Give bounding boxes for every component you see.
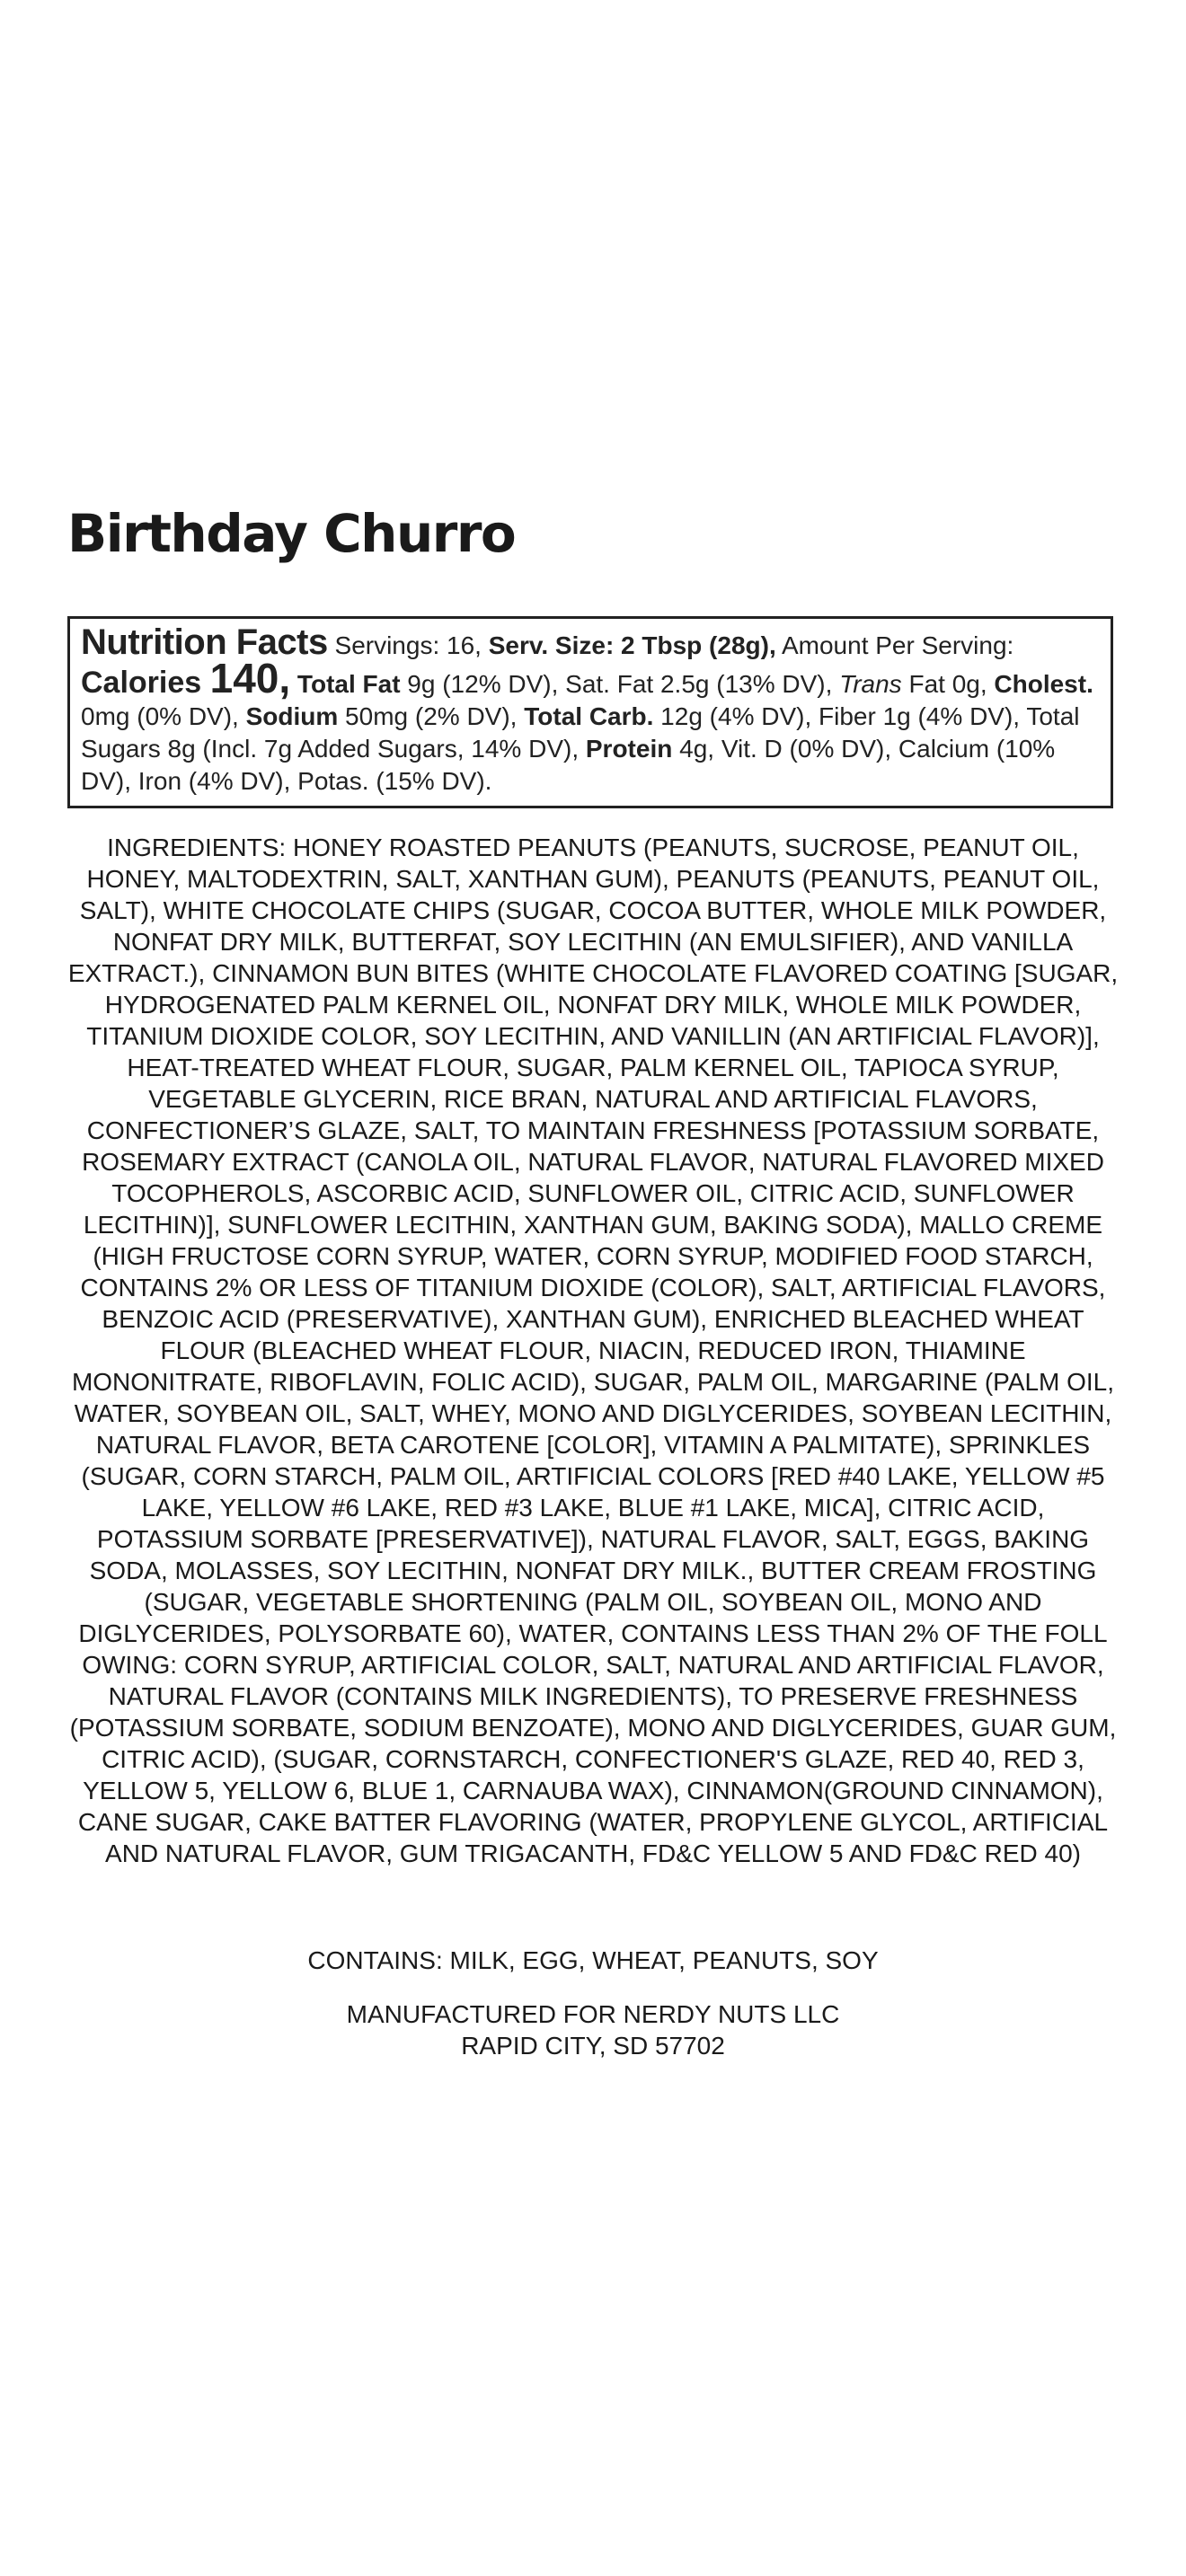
calories-label: Calories [81,666,210,700]
total-carb-value: 12g (4% DV), Fiber 1g (4% DV), Total Sugars 8g (Incl. 7g Added Sugars, 14% DV), [81,702,1080,763]
total-fat-value: 9g (12% DV), Sat. Fat 2.5g (13% DV), [400,670,840,698]
nutrition-facts-heading: Nutrition Facts [81,622,328,662]
cholesterol-value: 0mg (0% DV), [81,702,246,730]
sodium-value: 50mg (2% DV), [338,702,525,730]
servings-text: Servings: 16, [327,631,489,659]
product-title: Birthday Churro [67,503,516,564]
ingredients-text: INGREDIENTS: HONEY ROASTED PEANUTS (PEANUTS, SUCROSE, PEANUT OIL, HONEY, MALTODEXTRIN, SALT, XANTHAN GUM), PEANUTS (PEANUTS, PEANUT OIL, SALT), WHITE CHOCOLATE CHIPS (SUGAR, COCOA BUTTER, WHOLE MILK POWDER, NONFAT DRY MILK, BUTTERFAT, SOY LECITHIN (AN EMULSIFIER), AND VANILLA EXTRACT.), CINNAMON BUN BITES (WHITE CHOCOLATE FLAVORED COATING [SUGAR, HYDROGENATED PALM KERNEL OIL, NONFAT DRY MILK, WHOLE MILK POWDER, TITANIUM DIOXIDE COLOR, SOY LECITHIN, AND VANILLIN (AN ARTIFICIAL FLAVOR)], HEAT-TREATED WHEAT FLOUR, SUGAR, PALM KERNEL OIL, TAPIOCA SYRUP, VEGETABLE GLYCERIN, RICE BRAN, NATURAL AND ARTIFICIAL FLAVORS, CONFECTIONER’S GLAZE, SALT, TO MAINTAIN FRESHNESS [POTASSIUM SORBATE, ROSEMARY EXTRACT (CANOLA OIL, NATURAL FLAVOR, NATURAL FLAVORED MIXED TOCOPHEROLS, ASCORBIC ACID, SUNFLOWER OIL, CITRIC ACID, SUNFLOWER LECITHIN)], SUNFLOWER LECITHIN, XANTHAN GUM, BAKING SODA), MALLO CREME (HIGH FRUCTOSE CORN SYRUP, WATER, CORN SYRUP, MODIFIED FOOD STARCH, CONTAINS 2% OR LESS OF TITANIUM DIOXIDE (COLOR), SALT, ARTIFICIAL FLAVORS, BENZOIC ACID (PRESERVATIVE), XANTHAN GUM), ENRICHED BLEACHED WHEAT FLOUR (BLEACHED WHEAT FLOUR, NIACIN, REDUCED IRON, THIAMINE MONONITRATE, RIBOFLAVIN, FOLIC ACID), SUGAR, PALM OIL, MARGARINE (PALM OIL, WATER, SOYBEAN OIL, SALT, WHEY, MONO AND DIGLYCERIDES, SOYBEAN LECITHIN, NATURAL FLAVOR, BETA CAROTENE [COLOR], VITAMIN A PALMITATE), SPRINKLES (SUGAR, CORN STARCH, PALM OIL, ARTIFICIAL COLORS [RED #40 LAKE, YELLOW #5 LAKE, YELLOW #6 LAKE, RED #3 LAKE, BLUE #1 LAKE, MICA], CITRIC ACID, POTASSIUM SORBATE [PRESERVATIVE]), NATURAL FLAVOR, SALT, EGGS, BAKING SODA, MOLASSES, SOY LECITHIN, NONFAT DRY MILK., BUTTER CREAM FROSTING (SUGAR, VEGETABLE SHORTENING (PALM OIL, SOYBEAN OIL, MONO AND DIGLYCERIDES, POLYSORBATE 60), WATER, CONTAINS LESS THAN 2% OF THE FOLL OWING: CORN SYRUP, ARTIFICIAL COLOR, SALT, NATURAL AND ARTIFICIAL FLAVOR, NATURAL FLAVOR (CONTAINS MILK INGREDIENTS), TO PRESERVE FRESHNESS (POTASSIUM SORBATE, SODIUM BENZOATE), MONO AND DIGLYCERIDES, GUAR GUM, CITRIC ACID), (SUGAR, CORNSTARCH, CONFECTIONER'S GLAZE, RED 40, RED 3, YELLOW 5, YELLOW 6, BLUE 1, CARNAUBA WAX), CINNAMON(GROUND CINNAMON), CANE SUGAR, CAKE BATTER FLAVORING (WATER, PROPYLENE GLYCOL, ARTIFICIAL AND NATURAL FLAVOR, GUM TRIGACANTH, FD&C YELLOW 5 AND FD&C RED 40) [67,834,1119,1867]
total-carb-label: Total Carb. [524,702,654,730]
serving-size-text: Serv. Size: 2 Tbsp (28g), [488,631,776,659]
sodium-label: Sodium [245,702,339,730]
amount-per-serving-text: Amount Per Serving: [775,631,1014,659]
manufacturer-name: MANUFACTURED FOR NERDY NUTS LLC [346,2000,840,2028]
cholesterol-label: Cholest. [994,670,1093,698]
manufacturer-info [67,1998,1119,2061]
protein-value: 4g, Vit. D (0% DV), Calcium (10% DV), Iron (4% DV), Potas. (15% DV). [81,735,1056,795]
manufacturer-address: RAPID CITY, SD 57702 [461,2032,725,2060]
protein-label: Protein [585,735,673,763]
trans-value: Fat 0g, [901,670,995,698]
allergen-statement: CONTAINS: MILK, EGG, WHEAT, PEANUTS, SOY [307,1946,879,1974]
total-fat-label: Total Fat [290,670,401,698]
nutrition-facts-panel [67,616,1113,808]
trans-label: Trans [839,670,902,698]
calories-value: 140, [209,655,291,701]
